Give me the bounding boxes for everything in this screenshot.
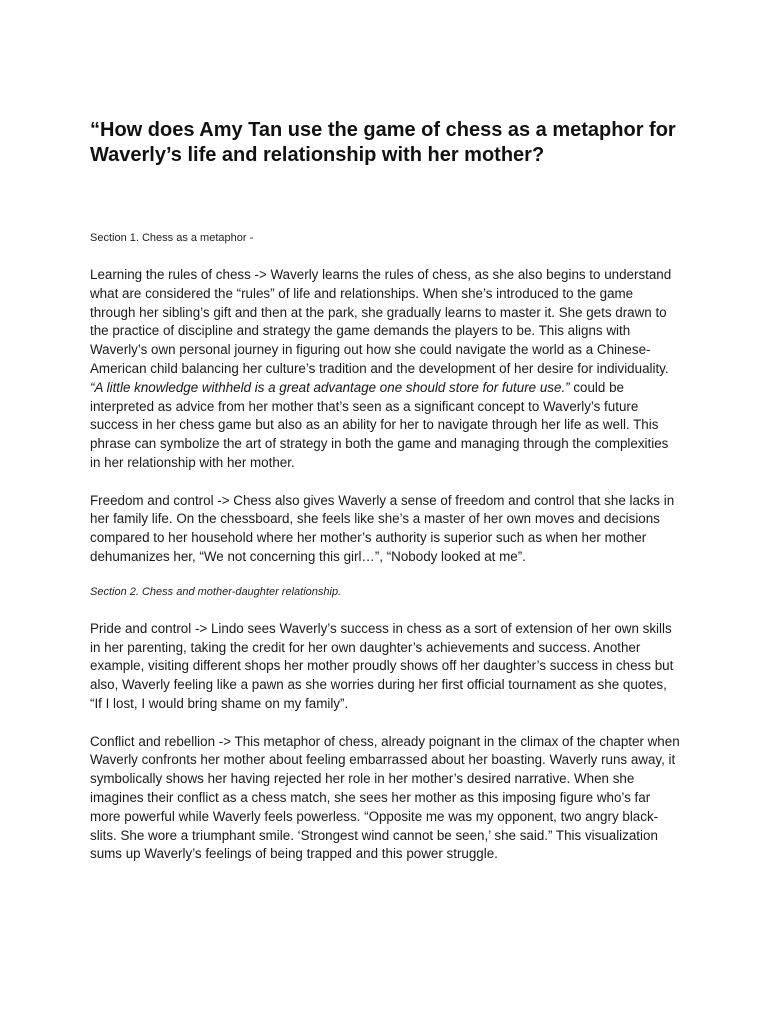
mother-advice-quote: “A little knowledge withheld is a great advantage one should store for future use.” [90, 379, 570, 395]
paragraph-learning-rules: Learning the rules of chess -> Waverly learns the rules of chess, as she also begins to understand what are considered the “rules” of life and relationships. When she’s introduced to the game through her sibling’s gift and then at the park, she gradually learns to master it. She gets drawn to the practice of discipline and strategy the game demands the players to be. This aligns with Waverly’s own personal journey in figuring out how she could navigate the world as a Chinese-American child balancing her culture’s tradition and the development of her desire for individuality. [90, 267, 672, 376]
paragraph-conflict-rebellion: Conflict and rebellion -> This metaphor of chess, already poignant in the climax of the chapter when Waverly confronts her mother about feeling embarrassed about her boasting. Waverly runs away, it symbolically shows her having rejected her role in her mother’s desired narrative. When she imagines their conflict as a chess match, she sees her mother as this imposing figure who’s far more powerful while Waverly feels powerless. “Opposite me was my opponent, two angry black-slits. She wore a triumphant smile. ‘Strongest wind cannot be seen,’ she said.” This visualization sums up Waverly’s feelings of being trapped and this power struggle. [90, 733, 680, 862]
section-2-heading: Section 2. Chess and mother-daughter relationship. [90, 585, 342, 598]
document-page [90, 118, 682, 864]
section-1-heading: Section 1. Chess as a metaphor - [90, 232, 254, 244]
paragraph-freedom-control: Freedom and control -> Chess also gives Waverly a sense of freedom and control that she lacks in her family life. On the chessboard, she feels like she’s a master of her own moves and decisions compared to her household where her mother’s authority is superior such as when her mother dehumanizes her, “We not concerning this girl…”, “Nobody looked at me”. [90, 492, 675, 564]
document-title: “How does Amy Tan use the game of chess as a metaphor for Waverly’s life and relationship with her mother? [90, 119, 676, 166]
paragraph-pride-control: Pride and control -> Lindo sees Waverly’s success in chess as a sort of extension of her own skills in her parenting, taking the credit for her own daughter’s achievements and success. Another example, visiting different shops her mother proudly shows off her daughter’s success in chess but also, Waverly feeling like a pawn as she worries during her first official tournament as she quotes, “If I lost, I would bring shame on my family”. [90, 620, 674, 711]
quote-interpretation: could be interpreted as advice from her mother that’s seen as a significant concept to Waverly’s future success in her chess game but also as an ability for her to navigate through her life as well. This phrase can symbolize the art of strategy in both the game and managing through the complexities in her relationship with her mother. [90, 379, 669, 470]
paragraph-knowledge-quote [90, 379, 682, 473]
